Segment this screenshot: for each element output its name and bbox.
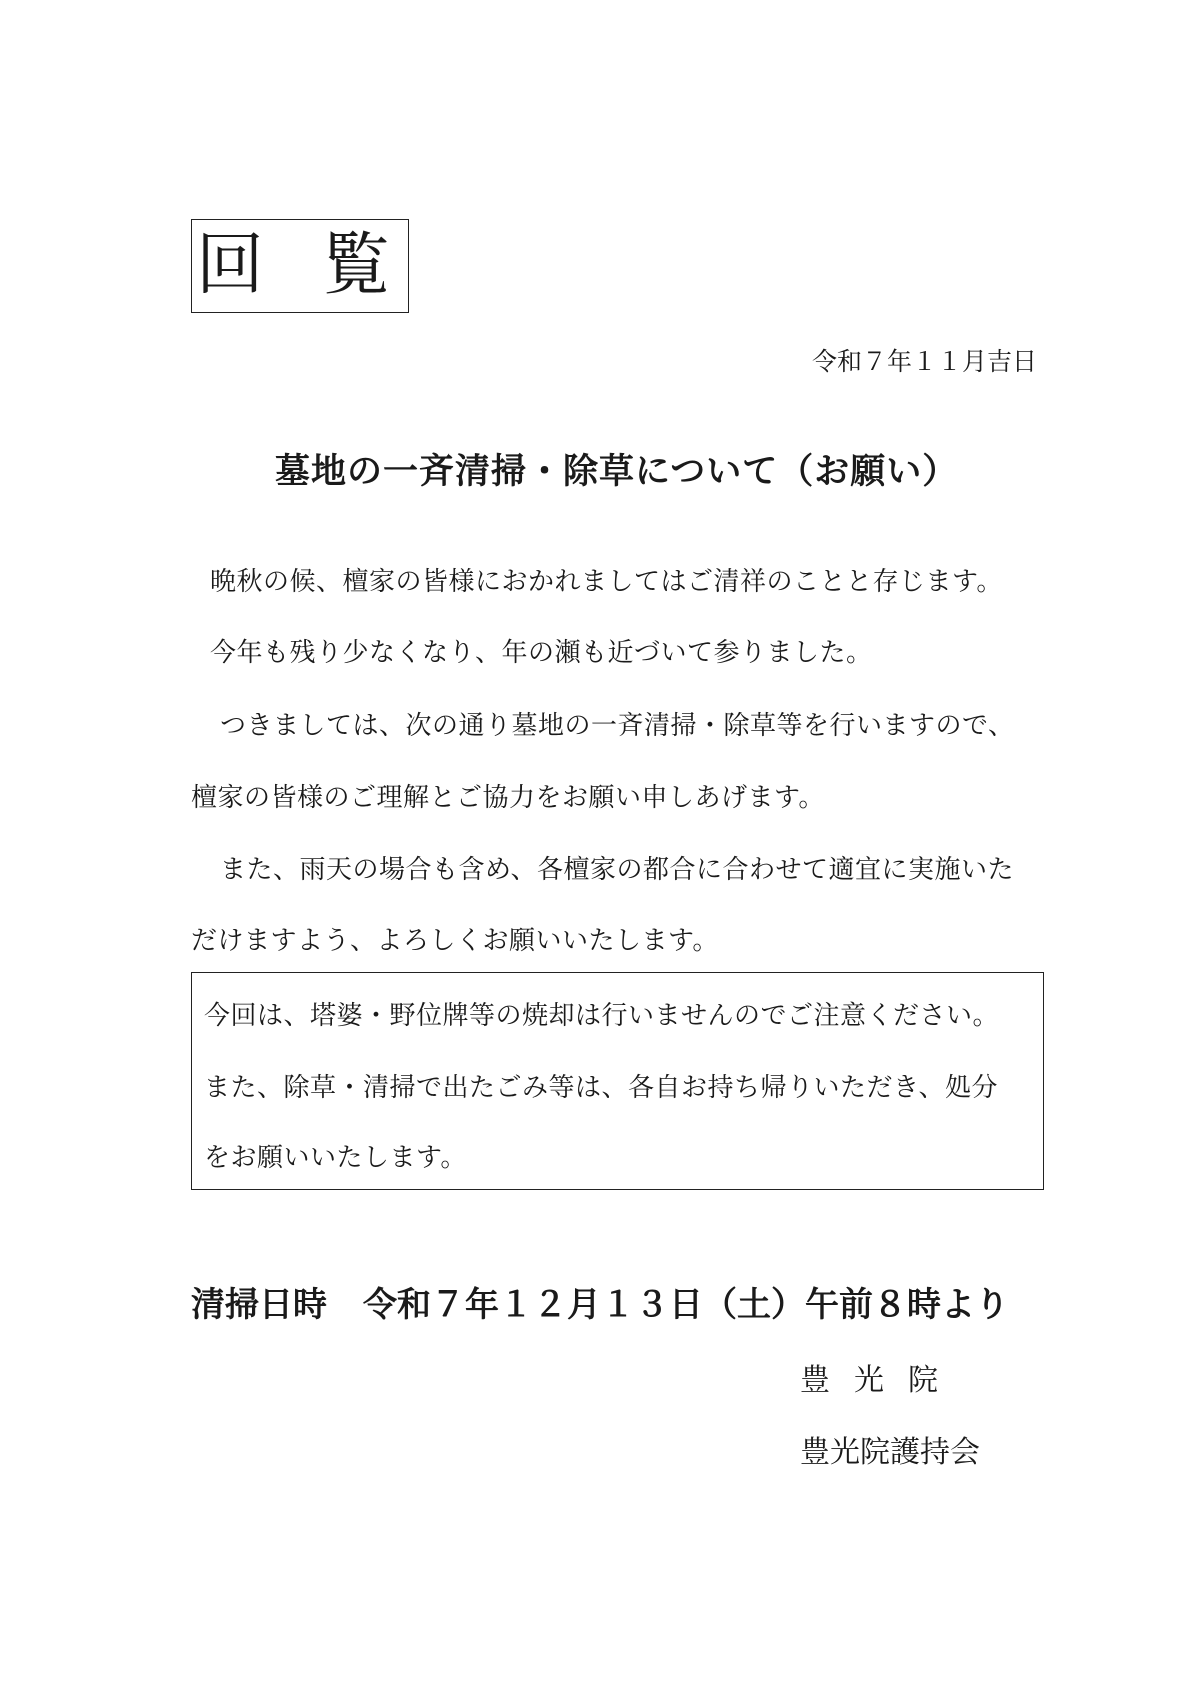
notice-box bbox=[191, 972, 1044, 1190]
schedule-value: 令和７年１２月１３日（土）午前８時より bbox=[363, 1285, 1009, 1325]
body-line-4: 檀家の皆様のご理解とご協力をお願い申しあげます。 bbox=[191, 783, 825, 813]
notice-line-1: 今回は、塔婆・野位牌等の焼却は行いませんのでご注意ください。 bbox=[204, 1001, 1000, 1031]
schedule-label: 清掃日時 bbox=[191, 1285, 327, 1325]
kairan-stamp-box bbox=[191, 219, 409, 313]
body-line-3: つきましては、次の通り墓地の一斉清掃・除草等を行いますので、 bbox=[220, 711, 1015, 741]
signature-association: 豊光院護持会 bbox=[800, 1435, 980, 1470]
body-line-1: 晩秋の候、檀家の皆様におかれましてはご清祥のことと存じます。 bbox=[210, 567, 1003, 597]
notice-line-2: また、除草・清掃で出たごみ等は、各自お持ち帰りいただき、処分 bbox=[204, 1073, 998, 1103]
kairan-char-2: 覧 bbox=[322, 226, 391, 305]
document-title: 墓地の一斉清掃・除草について（お願い） bbox=[275, 452, 959, 492]
notice-line-3: をお願いいたします。 bbox=[204, 1143, 467, 1173]
body-line-6: だけますよう、よろしくお願いいたします。 bbox=[191, 926, 719, 956]
kairan-heading bbox=[192, 220, 408, 312]
signature-temple: 豊光院 bbox=[800, 1363, 962, 1398]
kairan-char-1: 回 bbox=[196, 226, 265, 305]
body-line-2: 今年も残り少なくなり、年の瀬も近づいて参りました。 bbox=[210, 638, 873, 668]
body-line-5: また、雨天の場合も含め、各檀家の都合に合わせて適宜に実施いた bbox=[220, 855, 1014, 885]
cleaning-schedule bbox=[191, 1277, 1009, 1326]
issue-date: 令和７年１１月吉日 bbox=[811, 347, 1037, 376]
